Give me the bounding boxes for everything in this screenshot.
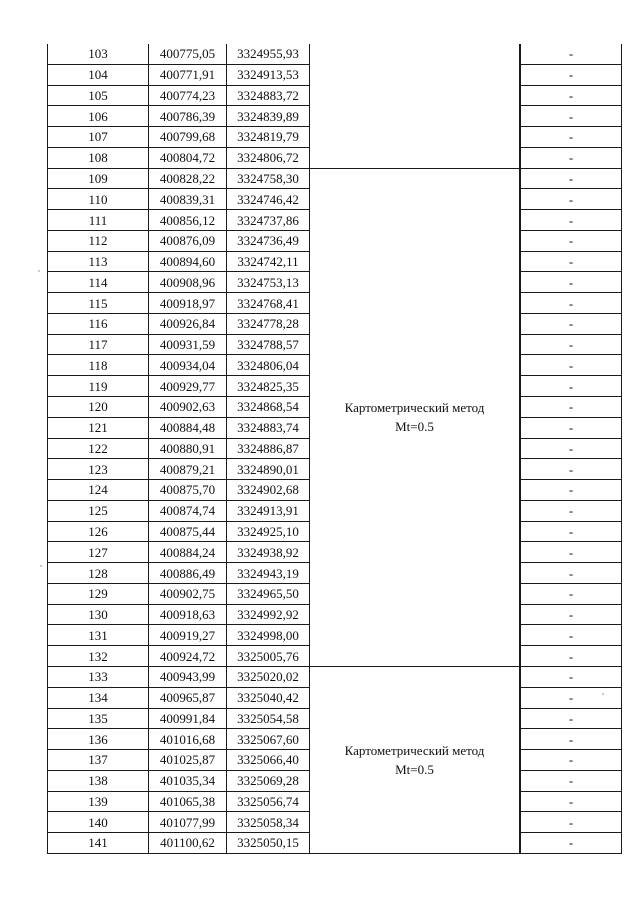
method-cell <box>310 168 520 666</box>
accuracy-cell: - <box>521 355 622 376</box>
accuracy-cell: - <box>521 687 622 708</box>
y-coordinate-cell: 3325067,60 <box>227 729 310 750</box>
y-coordinate-cell: 3324839,89 <box>227 106 310 127</box>
y-coordinate-cell: 3324806,04 <box>227 355 310 376</box>
y-coordinate-cell: 3325050,15 <box>227 833 310 854</box>
x-coordinate-cell: 400886,49 <box>149 563 227 584</box>
table-row <box>48 168 622 189</box>
x-coordinate-cell: 400856,12 <box>149 210 227 231</box>
accuracy-cell: - <box>521 459 622 480</box>
coordinates-table <box>47 44 622 854</box>
x-coordinate-cell: 400931,59 <box>149 334 227 355</box>
accuracy-cell: - <box>521 480 622 501</box>
y-coordinate-cell: 3324886,87 <box>227 438 310 459</box>
accuracy-cell: - <box>521 127 622 148</box>
method-accuracy: Mt=0.5 <box>395 419 434 435</box>
accuracy-cell: - <box>521 293 622 314</box>
y-coordinate-cell: 3325056,74 <box>227 791 310 812</box>
x-coordinate-cell: 401016,68 <box>149 729 227 750</box>
method-name: Картометрический метод <box>344 400 485 416</box>
x-coordinate-cell: 400929,77 <box>149 376 227 397</box>
accuracy-cell: - <box>521 729 622 750</box>
accuracy-cell: - <box>521 708 622 729</box>
point-number-cell: 137 <box>48 750 149 771</box>
scan-speck <box>40 565 42 567</box>
y-coordinate-cell: 3324913,53 <box>227 64 310 85</box>
accuracy-cell: - <box>521 313 622 334</box>
y-coordinate-cell: 3324943,19 <box>227 563 310 584</box>
accuracy-cell: - <box>521 646 622 667</box>
y-coordinate-cell: 3324913,91 <box>227 500 310 521</box>
point-number-cell: 130 <box>48 604 149 625</box>
accuracy-cell: - <box>521 376 622 397</box>
point-number-cell: 139 <box>48 791 149 812</box>
accuracy-cell: - <box>521 666 622 687</box>
y-coordinate-cell: 3324883,72 <box>227 85 310 106</box>
accuracy-cell: - <box>521 604 622 625</box>
x-coordinate-cell: 401100,62 <box>149 833 227 854</box>
scan-speck <box>38 270 40 272</box>
method-cell <box>310 44 520 168</box>
accuracy-cell: - <box>521 397 622 418</box>
accuracy-cell: - <box>521 770 622 791</box>
method-name: Картометрический метод <box>344 742 485 758</box>
x-coordinate-cell: 400804,72 <box>149 147 227 168</box>
accuracy-cell: - <box>521 189 622 210</box>
x-coordinate-cell: 400902,63 <box>149 397 227 418</box>
point-number-cell: 113 <box>48 251 149 272</box>
y-coordinate-cell: 3325054,58 <box>227 708 310 729</box>
x-coordinate-cell: 400875,70 <box>149 480 227 501</box>
accuracy-cell: - <box>521 500 622 521</box>
point-number-cell: 138 <box>48 770 149 791</box>
y-coordinate-cell: 3324758,30 <box>227 168 310 189</box>
accuracy-cell: - <box>521 64 622 85</box>
x-coordinate-cell: 400902,75 <box>149 583 227 604</box>
y-coordinate-cell: 3324868,54 <box>227 397 310 418</box>
x-coordinate-cell: 400991,84 <box>149 708 227 729</box>
point-number-cell: 125 <box>48 500 149 521</box>
y-coordinate-cell: 3324737,86 <box>227 210 310 231</box>
y-coordinate-cell: 3325005,76 <box>227 646 310 667</box>
x-coordinate-cell: 400926,84 <box>149 313 227 334</box>
point-number-cell: 109 <box>48 168 149 189</box>
accuracy-cell: - <box>521 583 622 604</box>
accuracy-cell: - <box>521 251 622 272</box>
point-number-cell: 104 <box>48 64 149 85</box>
accuracy-cell: - <box>521 417 622 438</box>
x-coordinate-cell: 400786,39 <box>149 106 227 127</box>
point-number-cell: 129 <box>48 583 149 604</box>
point-number-cell: 124 <box>48 480 149 501</box>
y-coordinate-cell: 3324992,92 <box>227 604 310 625</box>
accuracy-cell: - <box>521 334 622 355</box>
table-row <box>48 666 622 687</box>
x-coordinate-cell: 400943,99 <box>149 666 227 687</box>
y-coordinate-cell: 3324925,10 <box>227 521 310 542</box>
x-coordinate-cell: 401025,87 <box>149 750 227 771</box>
x-coordinate-cell: 400919,27 <box>149 625 227 646</box>
y-coordinate-cell: 3324819,79 <box>227 127 310 148</box>
x-coordinate-cell: 400799,68 <box>149 127 227 148</box>
point-number-cell: 141 <box>48 833 149 854</box>
x-coordinate-cell: 400874,74 <box>149 500 227 521</box>
point-number-cell: 112 <box>48 230 149 251</box>
point-number-cell: 115 <box>48 293 149 314</box>
y-coordinate-cell: 3324753,13 <box>227 272 310 293</box>
x-coordinate-cell: 401035,34 <box>149 770 227 791</box>
accuracy-cell: - <box>521 833 622 854</box>
accuracy-cell: - <box>521 272 622 293</box>
x-coordinate-cell: 400771,91 <box>149 64 227 85</box>
y-coordinate-cell: 3324746,42 <box>227 189 310 210</box>
x-coordinate-cell: 400775,05 <box>149 44 227 64</box>
x-coordinate-cell: 400839,31 <box>149 189 227 210</box>
point-number-cell: 123 <box>48 459 149 480</box>
point-number-cell: 136 <box>48 729 149 750</box>
point-number-cell: 118 <box>48 355 149 376</box>
x-coordinate-cell: 400774,23 <box>149 85 227 106</box>
x-coordinate-cell: 400875,44 <box>149 521 227 542</box>
y-coordinate-cell: 3325058,34 <box>227 812 310 833</box>
y-coordinate-cell: 3325069,28 <box>227 770 310 791</box>
point-number-cell: 119 <box>48 376 149 397</box>
y-coordinate-cell: 3324965,50 <box>227 583 310 604</box>
x-coordinate-cell: 400828,22 <box>149 168 227 189</box>
y-coordinate-cell: 3324902,68 <box>227 480 310 501</box>
accuracy-cell: - <box>521 521 622 542</box>
x-coordinate-cell: 400894,60 <box>149 251 227 272</box>
point-number-cell: 133 <box>48 666 149 687</box>
y-coordinate-cell: 3324890,01 <box>227 459 310 480</box>
x-coordinate-cell: 400884,24 <box>149 542 227 563</box>
y-coordinate-cell: 3324955,93 <box>227 44 310 64</box>
y-coordinate-cell: 3324742,11 <box>227 251 310 272</box>
x-coordinate-cell: 400876,09 <box>149 230 227 251</box>
y-coordinate-cell: 3324788,57 <box>227 334 310 355</box>
y-coordinate-cell: 3324736,49 <box>227 230 310 251</box>
method-accuracy: Mt=0.5 <box>395 761 434 777</box>
method-cell <box>310 666 520 853</box>
point-number-cell: 140 <box>48 812 149 833</box>
y-coordinate-cell: 3324938,92 <box>227 542 310 563</box>
accuracy-cell: - <box>521 85 622 106</box>
point-number-cell: 128 <box>48 563 149 584</box>
x-coordinate-cell: 400918,63 <box>149 604 227 625</box>
x-coordinate-cell: 401065,38 <box>149 791 227 812</box>
x-coordinate-cell: 400965,87 <box>149 687 227 708</box>
point-number-cell: 105 <box>48 85 149 106</box>
point-number-cell: 121 <box>48 417 149 438</box>
table-row <box>48 44 622 64</box>
accuracy-cell: - <box>521 542 622 563</box>
point-number-cell: 135 <box>48 708 149 729</box>
accuracy-cell: - <box>521 812 622 833</box>
point-number-cell: 108 <box>48 147 149 168</box>
y-coordinate-cell: 3325020,02 <box>227 666 310 687</box>
point-number-cell: 127 <box>48 542 149 563</box>
point-number-cell: 131 <box>48 625 149 646</box>
accuracy-cell: - <box>521 147 622 168</box>
point-number-cell: 114 <box>48 272 149 293</box>
y-coordinate-cell: 3324998,00 <box>227 625 310 646</box>
accuracy-cell: - <box>521 438 622 459</box>
x-coordinate-cell: 400880,91 <box>149 438 227 459</box>
accuracy-cell: - <box>521 750 622 771</box>
y-coordinate-cell: 3325040,42 <box>227 687 310 708</box>
y-coordinate-cell: 3324806,72 <box>227 147 310 168</box>
accuracy-cell: - <box>521 563 622 584</box>
accuracy-cell: - <box>521 168 622 189</box>
point-number-cell: 134 <box>48 687 149 708</box>
point-number-cell: 117 <box>48 334 149 355</box>
y-coordinate-cell: 3325066,40 <box>227 750 310 771</box>
y-coordinate-cell: 3324883,74 <box>227 417 310 438</box>
point-number-cell: 110 <box>48 189 149 210</box>
accuracy-cell: - <box>521 44 622 64</box>
accuracy-cell: - <box>521 230 622 251</box>
x-coordinate-cell: 400934,04 <box>149 355 227 376</box>
point-number-cell: 106 <box>48 106 149 127</box>
point-number-cell: 132 <box>48 646 149 667</box>
point-number-cell: 111 <box>48 210 149 231</box>
y-coordinate-cell: 3324778,28 <box>227 313 310 334</box>
accuracy-cell: - <box>521 106 622 127</box>
accuracy-cell: - <box>521 625 622 646</box>
x-coordinate-cell: 400924,72 <box>149 646 227 667</box>
point-number-cell: 126 <box>48 521 149 542</box>
point-number-cell: 122 <box>48 438 149 459</box>
point-number-cell: 116 <box>48 313 149 334</box>
accuracy-cell: - <box>521 210 622 231</box>
y-coordinate-cell: 3324768,41 <box>227 293 310 314</box>
y-coordinate-cell: 3324825,35 <box>227 376 310 397</box>
accuracy-cell: - <box>521 791 622 812</box>
x-coordinate-cell: 400879,21 <box>149 459 227 480</box>
x-coordinate-cell: 400884,48 <box>149 417 227 438</box>
scan-speck <box>602 693 604 695</box>
x-coordinate-cell: 400918,97 <box>149 293 227 314</box>
x-coordinate-cell: 400908,96 <box>149 272 227 293</box>
point-number-cell: 120 <box>48 397 149 418</box>
coordinates-table-body <box>48 44 622 853</box>
x-coordinate-cell: 401077,99 <box>149 812 227 833</box>
point-number-cell: 103 <box>48 44 149 64</box>
point-number-cell: 107 <box>48 127 149 148</box>
